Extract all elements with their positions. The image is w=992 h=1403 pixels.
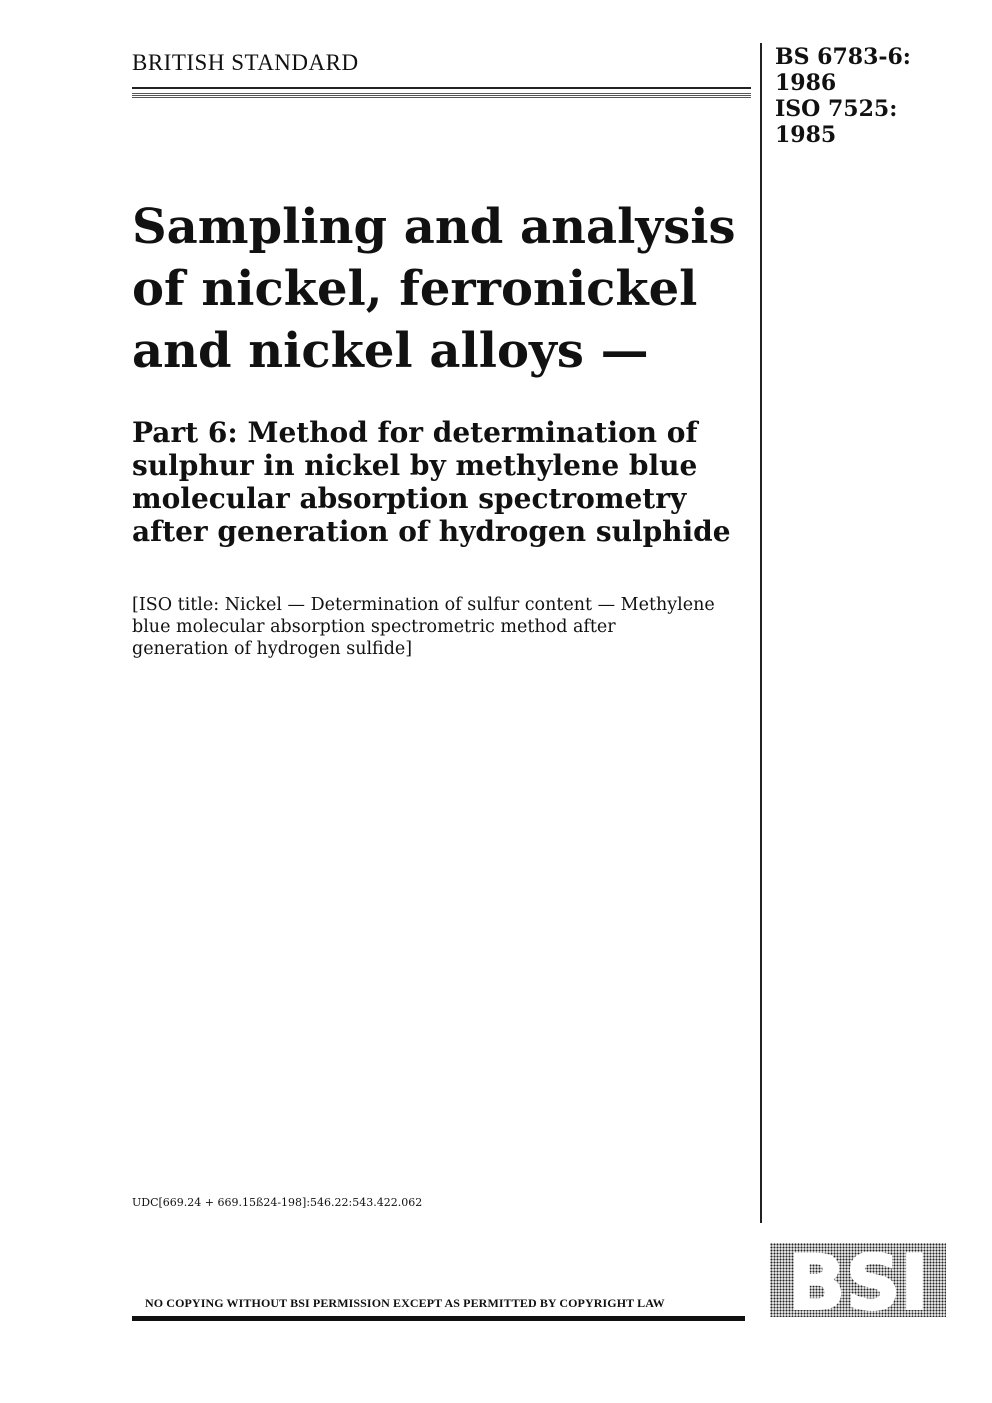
iso-title bbox=[132, 594, 757, 660]
footer-rule bbox=[132, 1316, 745, 1321]
main-title-line: and nickel alloys — bbox=[132, 323, 649, 379]
bs-year: 1986 bbox=[775, 70, 837, 96]
part-title-line: Part 6: Method for determination of bbox=[132, 416, 698, 449]
standard-numbers bbox=[775, 44, 911, 148]
iso-number: ISO 7525: bbox=[775, 96, 898, 122]
part-title-line: sulphur in nickel by methylene blue bbox=[132, 449, 698, 482]
iso-year: 1985 bbox=[775, 122, 837, 148]
header-rule-band bbox=[132, 93, 751, 99]
main-title bbox=[132, 196, 752, 382]
main-title-line: of nickel, ferronickel bbox=[132, 261, 698, 317]
iso-title-line: blue molecular absorption spectrometric method after bbox=[132, 617, 616, 637]
main-title-line: Sampling and analysis bbox=[132, 199, 736, 255]
bs-number: BS 6783-6: bbox=[775, 44, 911, 70]
part-title-line: after generation of hydrogen sulphide bbox=[132, 515, 731, 548]
part-title-line: molecular absorption spectrometry bbox=[132, 482, 687, 515]
part-title bbox=[132, 416, 752, 548]
bsi-logo bbox=[770, 1243, 946, 1317]
copyright-notice: NO COPYING WITHOUT BSI PERMISSION EXCEPT AS PERMITTED BY COPYRIGHT LAW bbox=[145, 1296, 665, 1310]
header-rule bbox=[132, 87, 751, 89]
vertical-divider bbox=[760, 43, 762, 1223]
iso-title-line: generation of hydrogen sulfide] bbox=[132, 639, 413, 659]
bsi-logo-text: BSI bbox=[787, 1243, 929, 1317]
series-label: BRITISH STANDARD bbox=[132, 50, 359, 75]
iso-title-line: [ISO title: Nickel — Determination of sulfur content — Methylene bbox=[132, 595, 715, 615]
udc-classification: UDC[669.24 + 669.15ß24-198]:546.22:543.422.062 bbox=[132, 1196, 423, 1209]
